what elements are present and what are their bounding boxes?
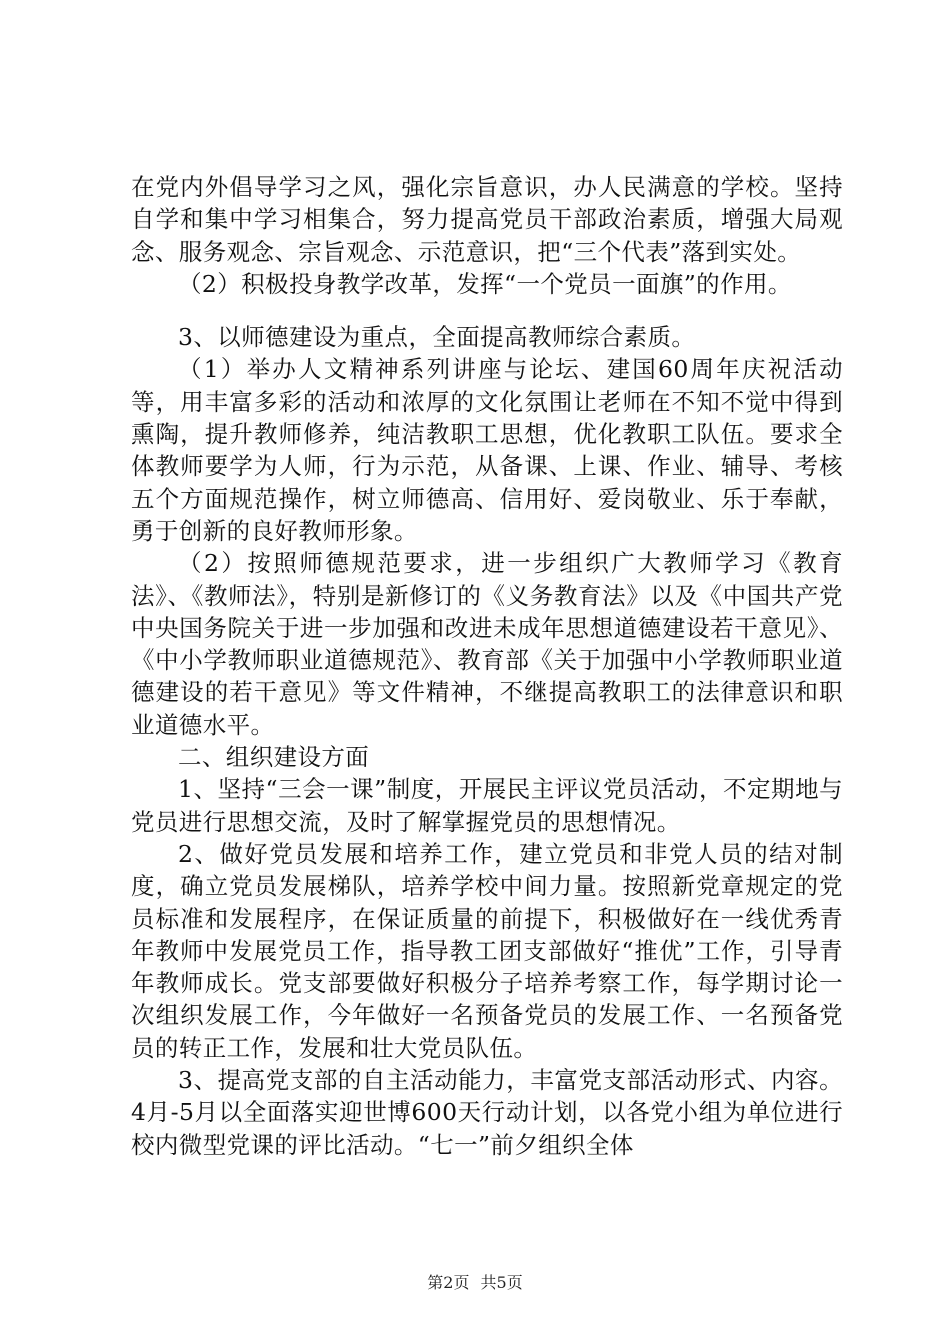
page-footer [0,1270,950,1293]
paragraph-3: 3、以师德建设为重点，全面提高教师综合素质。 [178,323,696,352]
paragraph-9: 3、提高党支部的自主活动能力，丰富党支部活动形式、内容。4月-5月以全面落实迎世博600天行动计划，以各党小组为单位进行校内微型党课的评比活动。“七一”前夕组织全体 [131,1066,843,1159]
paragraph-2: （2）积极投身教学改革，发挥“一个党员一面旗”的作用。 [178,269,792,298]
page-total: 共5页 [480,1273,523,1292]
paragraph-7: 1、坚持“三会一课”制度，开展民主评议党员活动，不定期地与党员进行思想交流，及时了解掌握党员的思想情况。 [131,775,843,836]
paragraph-8: 2、做好党员发展和培养工作，建立党员和非党人员的结对制度，确立党员发展梯队，培养学校中间力量。按照新党章规定的党员标准和发展程序，在保证质量的前提下，积极做好在一线优秀青年教师中发展党员工作，指导教工团支部做好“推优”工作，引导青年教师成长。党支部要做好积极分子培养考察工作，每学期讨论一次组织发展工作，今年做好一名预备党员的发展工作、一名预备党员的转正工作，发展和壮大党员队伍。 [131,839,843,1062]
paragraph-4: （1）举办人文精神系列讲座与论坛、建国60周年庆祝活动等，用丰富多彩的活动和浓厚的文化氛围让老师在不知不觉中得到熏陶，提升教师修养，纯洁教职工思想，优化教职工队伍。要求全体教师要学为人师，行为示范，从备课、上课、作业、辅导、考核五个方面规范操作，树立师德高、信用好、爱岗敬业、乐于奉献，勇于创新的良好教师形象。 [131,355,843,545]
paragraph-1: 在党内外倡导学习之风，强化宗旨意识，办人民满意的学校。坚持自学和集中学习相集合，努力提高党员干部政治素质，增强大局观念、服务观念、宗旨观念、示范意识，把“三个代表”落到实处。 [131,173,843,266]
section-heading: 二、组织建设方面 [178,743,370,772]
paragraph-5: （2）按照师德规范要求，进一步组织广大教师学习《教育法》、《教师法》，特别是新修订的《义务教育法》以及《中国共产党中央国务院关于进一步加强和改进未成年思想道德建设若干意见》、《中小学教师职业道德规范》、教育部《关于加强中小学教师职业道德建设的若干意见》等文件精神，不继提高教职工的法律意识和职业道德水平。 [131,549,843,739]
document-body [131,171,843,1161]
page-number: 第2页 [427,1273,470,1292]
